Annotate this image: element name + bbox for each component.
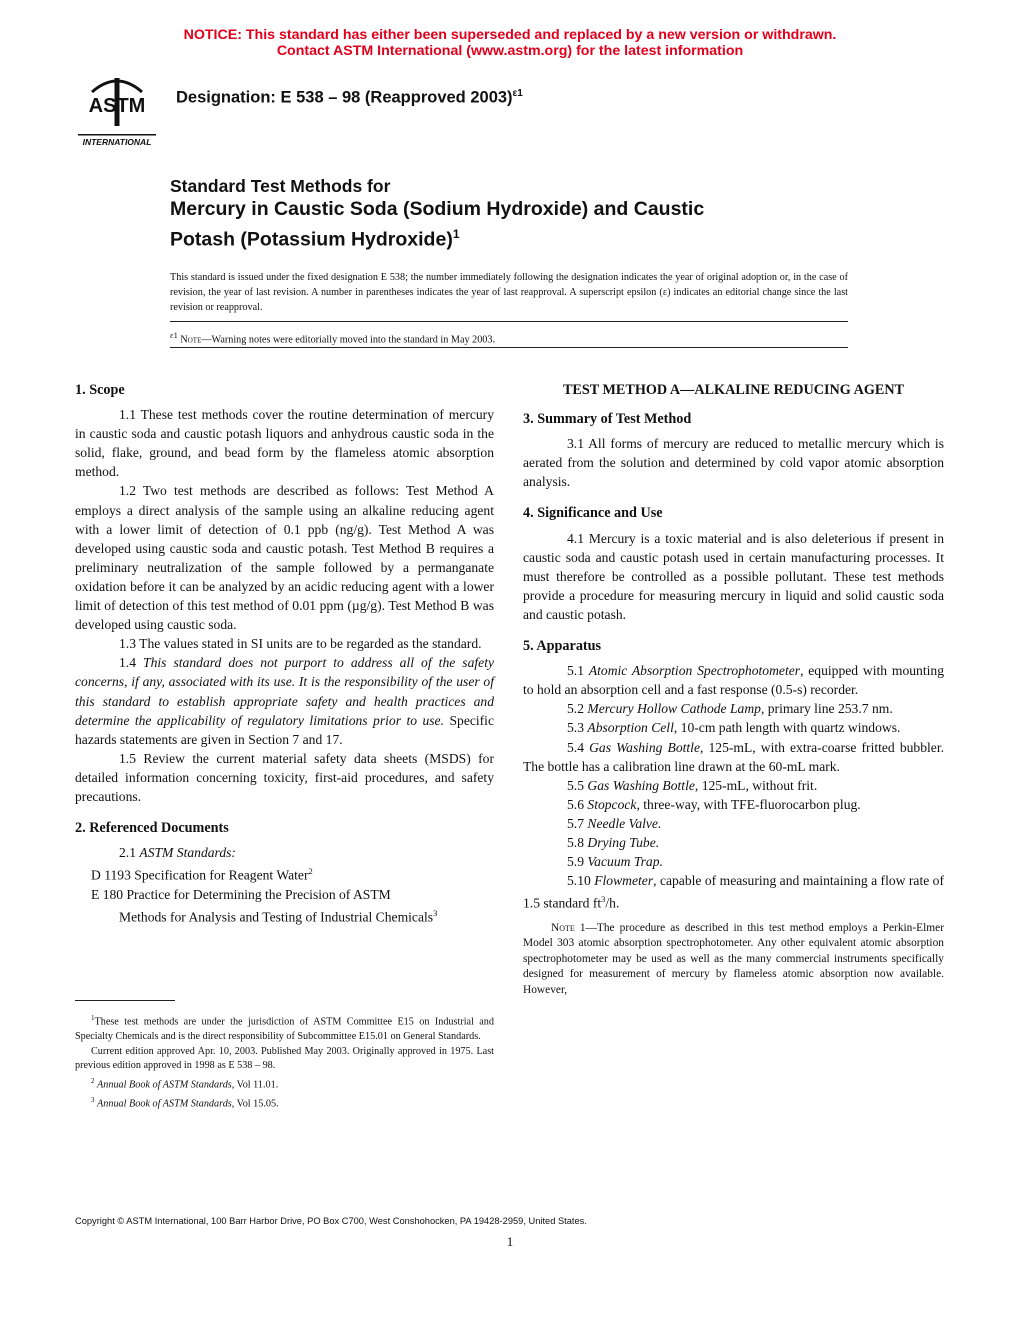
para-1-3: 1.3 The values stated in SI units are to be regarded as the standard. xyxy=(119,636,482,652)
logo-mark-text: ASTM xyxy=(88,95,146,117)
issuance-statement: This standard is issued under the fixed designation E 538; the number immediately following the designation indicates the year of original adoption or, in the case of revision, the year of last revision. A number in parentheses indicates the year of last reapproval. A superscript epsilon (ε) indicates an editorial change since the last revision or reapproval. xyxy=(170,272,848,313)
copyright-line: Copyright © ASTM International, 100 Barr Harbor Drive, PO Box C700, West Conshohocken, PA 19428-2959, United States. xyxy=(75,1216,587,1226)
apparatus-5-6-name: Stopcock xyxy=(587,796,637,812)
apparatus-5-5 xyxy=(523,776,944,795)
apparatus-5-6 xyxy=(523,795,944,814)
apparatus-5-10-num: 5.10 xyxy=(567,873,595,889)
footnote-2-title: Annual Book of ASTM Standards xyxy=(97,1079,232,1091)
apparatus-5-5-name: Gas Washing Bottle xyxy=(587,777,695,793)
footnote-1-text: These test methods are under the jurisdiction of ASTM Committee E15 on Industrial and Specialty Chemicals and is the direct responsibility of Subcommittee E15.01 on General Standards. xyxy=(75,1016,494,1042)
apparatus-5-8 xyxy=(523,833,944,852)
epsilon-note-mark: ε1 xyxy=(170,330,178,340)
para-4-1: 4.1 Mercury is a toxic material and is also deleterious if present in caustic soda and caustic potash used in certain manufacturing processes. It must therefore be controlled as a possible pollutant. These test methods provide a procedure for measuring mercury in liquid and solid caustic soda and caustic potash. xyxy=(523,530,944,622)
designation xyxy=(176,88,523,108)
apparatus-5-10-sup: 3 xyxy=(601,894,606,905)
footnote-1b: Current edition approved Apr. 10, 2003. Published May 2003. Originally approved in 1975. Last previous edition approved in 1998 as E 538 – 98. xyxy=(75,1045,494,1072)
title-line-3: Potash (Potassium Hydroxide) xyxy=(170,228,453,251)
right-column xyxy=(523,381,944,998)
footnote-2-rest: , Vol 11.01. xyxy=(231,1079,279,1091)
header-rule-bottom xyxy=(170,347,848,348)
footnote-3 xyxy=(75,1093,494,1112)
apparatus-5-8-num: 5.8 xyxy=(567,834,588,850)
footnote-2-mark: 2 xyxy=(91,1076,95,1085)
apparatus-5-5-num: 5.5 xyxy=(567,777,588,793)
apparatus-5-9 xyxy=(523,852,944,871)
reference-e180-line-2: Methods for Analysis and Testing of Industrial Chemicals xyxy=(119,909,434,925)
footnote-3-title: Annual Book of ASTM Standards xyxy=(97,1098,232,1110)
apparatus-5-10 xyxy=(523,871,944,913)
para-1-4-rest: Specific hazards statements are given in Section 7 and 17. xyxy=(75,712,494,747)
header-rule-top xyxy=(170,321,848,322)
apparatus-5-5-desc: , 125-mL, without frit. xyxy=(694,777,818,793)
astm-logo xyxy=(72,72,162,150)
left-column xyxy=(75,381,494,927)
apparatus-5-4-num: 5.4 xyxy=(567,739,590,755)
reference-e180 xyxy=(91,885,494,904)
designation-text: Designation: E 538 – 98 (Reapproved 2003) xyxy=(176,88,513,107)
para-1-2: 1.2 Two test methods are described as follows: Test Method A employs a direct analysis of the sample using an alkaline reducing agent with a lower limit of detection of 0.1 ppb (ng/g). Test Method A was developed using caustic soda and caustic potash. Test Method B requires a preliminary neutralization of the sample followed by a permanganate oxidation before it can be analyzed by an acidic reducing agent with a lower limit of detection of this test method of 0.01 ppm (µg/g). Test Method B was developed using caustic soda. xyxy=(75,483,494,633)
epsilon-note xyxy=(170,330,495,345)
apparatus-5-1-name: Atomic Absorption Spectrophotometer xyxy=(588,663,801,679)
apparatus-5-2-name: Mercury Hollow Cathode Lamp xyxy=(587,701,761,717)
apparatus-5-1-desc: , equipped with mounting to hold an absorption cell and a fast response (0.5-s) recorder. xyxy=(523,663,945,698)
para-1-4 xyxy=(75,653,494,748)
note-1-label: Note xyxy=(551,921,575,934)
method-a-heading: TEST METHOD A—ALKALINE REDUCING AGENT xyxy=(562,382,905,398)
page-number: 1 xyxy=(506,1234,514,1249)
apparatus-5-7-name: Needle Valve. xyxy=(587,815,662,831)
apparatus-5-1 xyxy=(523,661,944,699)
apparatus-5-9-num: 5.9 xyxy=(567,854,588,870)
note-1-text: 1—The procedure as described in this test method employs a Perkin-Elmer Model 303 atomic absorption spectrophotometer. Any other equivalent atomic absorption spectrophotometer may be used as well as the many commercial instruments specifically designed for measurement of mercury by flameless atomic absorption now available. However, xyxy=(523,921,944,996)
reference-e180-line-1: E 180 Practice for Determining the Precision of ASTM xyxy=(91,886,391,902)
title-line-2: Mercury in Caustic Soda (Sodium Hydroxide) and Caustic xyxy=(170,198,705,220)
apparatus-5-6-num: 5.6 xyxy=(567,796,588,812)
epsilon-note-label: Note xyxy=(180,334,202,346)
footnote-3-rest: , Vol 15.05. xyxy=(231,1098,279,1110)
apparatus-5-10-desc: , capable of measuring and maintaining a flow rate of 1.5 standard ft xyxy=(523,873,944,911)
reference-d1193-sup: 2 xyxy=(308,866,313,877)
title-sup: 1 xyxy=(452,227,460,241)
note-1 xyxy=(523,921,944,999)
apparatus-5-2-desc: , primary line 253.7 nm. xyxy=(760,701,893,717)
para-2-1 xyxy=(75,843,494,862)
footnote-3-mark: 3 xyxy=(91,1095,95,1104)
apparatus-5-3-name: Absorption Cell xyxy=(587,720,674,736)
apparatus-5-3 xyxy=(523,718,944,737)
para-3-1: 3.1 All forms of mercury are reduced to metallic mercury which is aerated from the solution and determined by cold vapor atomic absorption analysis. xyxy=(523,436,944,490)
apparatus-5-7-num: 5.7 xyxy=(567,815,588,831)
reference-e180-sup: 3 xyxy=(433,907,438,918)
apparatus-5-1-num: 5.1 xyxy=(567,663,589,679)
apparatus-5-3-num: 5.3 xyxy=(567,720,588,736)
para-1-1: 1.1 These test methods cover the routine determination of mercury in caustic soda and caustic potash liquors and anhydrous caustic soda in the solid, flake, ground, and bead form by the flameless atomic absorption method. xyxy=(75,407,494,480)
reference-d1193-text: D 1193 Specification for Reagent Water xyxy=(91,867,309,883)
apparatus-5-2-num: 5.2 xyxy=(567,701,588,717)
apparatus-5-7 xyxy=(523,814,944,833)
document-title xyxy=(170,175,890,253)
apparatus-5-4-name: Gas Washing Bottle xyxy=(589,739,700,755)
apparatus-5-10-end: /h. xyxy=(605,895,620,911)
section-4-heading: 4. Significance and Use xyxy=(523,505,663,522)
apparatus-5-4-desc: , 125-mL, with extra-coarse fritted bubbler. The bottle has a calibration line drawn at the 60-mL mark. xyxy=(523,739,944,774)
section-3-heading: 3. Summary of Test Method xyxy=(523,411,692,428)
notice-line-2: Contact ASTM International (www.astm.org) for the latest information xyxy=(276,43,744,59)
footnote-2 xyxy=(75,1074,494,1093)
apparatus-5-9-name: Vacuum Trap. xyxy=(587,854,663,870)
reference-d1193 xyxy=(91,862,494,885)
footnote-1 xyxy=(75,1011,494,1045)
footnote-rule xyxy=(75,1000,175,1001)
para-2-1-title: ASTM Standards: xyxy=(139,845,236,861)
footnotes xyxy=(75,1011,494,1112)
section-2-heading: 2. Referenced Documents xyxy=(75,820,229,837)
section-1-heading: 1. Scope xyxy=(75,382,125,398)
apparatus-5-6-desc: , three-way, with TFE-fluorocarbon plug. xyxy=(636,796,861,812)
para-1-5: 1.5 Review the current material safety data sheets (MSDS) for detailed information concerning toxicity, first-aid procedures, and safety precautions. xyxy=(75,750,494,804)
reference-e180-cont xyxy=(91,904,494,927)
epsilon-note-text: —Warning notes were editorially moved into the standard in May 2003. xyxy=(201,334,496,346)
title-line-1: Standard Test Methods for xyxy=(170,176,391,196)
para-1-4-safety: This standard does not purport to address all of the safety concerns, if any, associated with its use. It is the responsibility of the user of this standard to establish appropriate safety and health practices and determine the applicability of regulatory limitations prior to use. xyxy=(75,655,495,728)
apparatus-5-4 xyxy=(523,738,944,776)
apparatus-5-10-name: Flowmeter xyxy=(594,873,654,889)
apparatus-5-3-desc: , 10-cm path length with quartz windows. xyxy=(673,720,901,736)
apparatus-5-8-name: Drying Tube. xyxy=(587,834,660,850)
section-5-heading: 5. Apparatus xyxy=(523,638,602,655)
footnote-1-mark: 1 xyxy=(91,1014,95,1022)
notice-line-1: NOTICE: This standard has either been superseded and replaced by a new version or withdrawn. xyxy=(183,27,837,43)
para-1-4-num: 1.4 xyxy=(119,655,144,671)
designation-sup: ε1 xyxy=(512,88,523,99)
logo-sub-text: INTERNATIONAL xyxy=(82,137,152,147)
notice-banner xyxy=(0,27,1020,59)
apparatus-5-2 xyxy=(523,699,944,718)
para-2-1-num: 2.1 xyxy=(119,845,140,861)
